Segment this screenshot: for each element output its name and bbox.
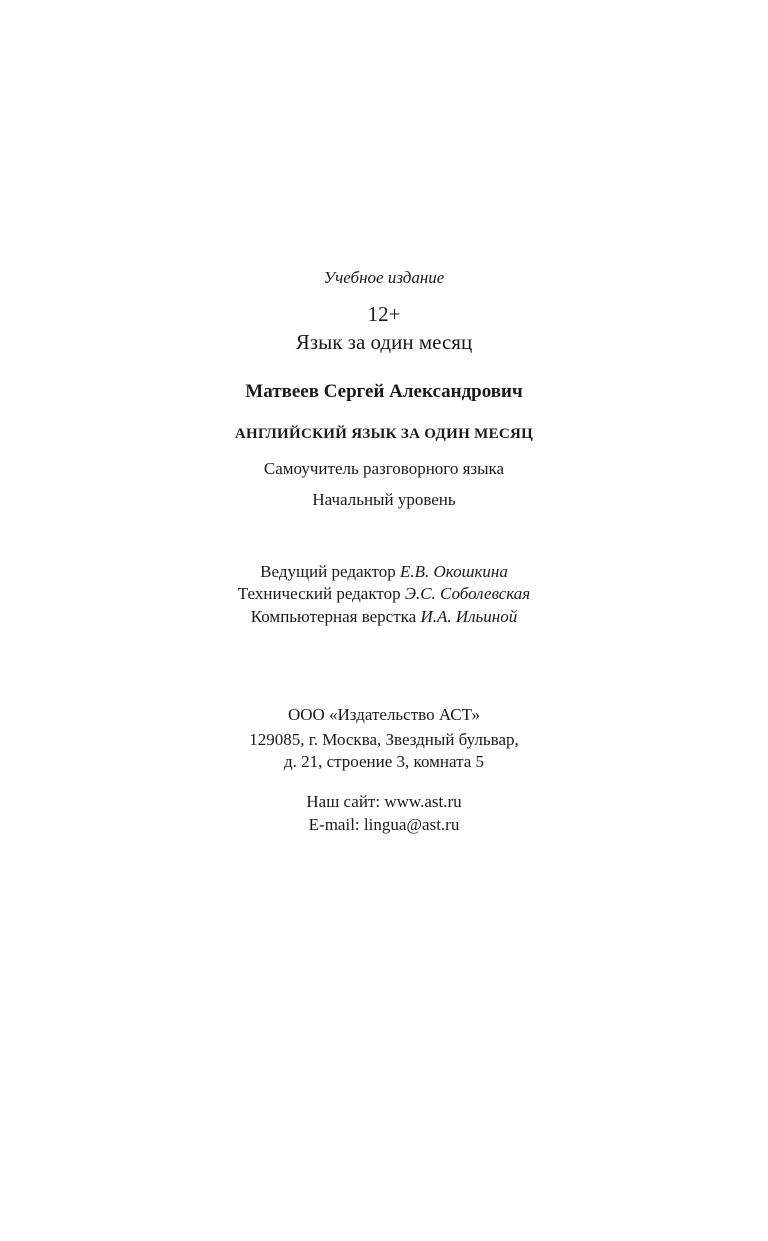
- credit-role: Ведущий редактор: [260, 562, 396, 581]
- series-title: Язык за один месяц: [295, 330, 473, 354]
- edition-type: Учебное издание: [323, 268, 445, 287]
- credit-person: Э.С. Соболевская: [404, 584, 531, 603]
- credit-line: [0, 584, 768, 604]
- publisher-site: Наш сайт: www.ast.ru: [306, 792, 462, 811]
- age-rating: 12+: [367, 302, 401, 326]
- credit-person: Е.В. Окошкина: [400, 562, 508, 581]
- credit-line: [0, 607, 768, 627]
- publisher-address-line1: 129085, г. Москва, Звездный бульвар,: [249, 730, 519, 749]
- author-name: Матвеев Сергей Александрович: [245, 381, 523, 402]
- publisher-address-line2: д. 21, строение 3, комната 5: [283, 752, 485, 771]
- book-level: Начальный уровень: [312, 490, 456, 509]
- credit-person: И.А. Ильиной: [420, 607, 518, 626]
- book-subtitle: Самоучитель разговорного языка: [263, 459, 505, 478]
- publisher-email: E-mail: lingua@ast.ru: [308, 815, 460, 834]
- credit-role: Компьютерная верстка: [250, 607, 417, 626]
- book-title: АНГЛИЙСКИЙ ЯЗЫК ЗА ОДИН МЕСЯЦ: [234, 426, 534, 442]
- publisher-name: ООО «Издательство АСТ»: [287, 705, 481, 724]
- credit-line: [0, 562, 768, 582]
- credit-role: Технический редактор: [237, 584, 401, 603]
